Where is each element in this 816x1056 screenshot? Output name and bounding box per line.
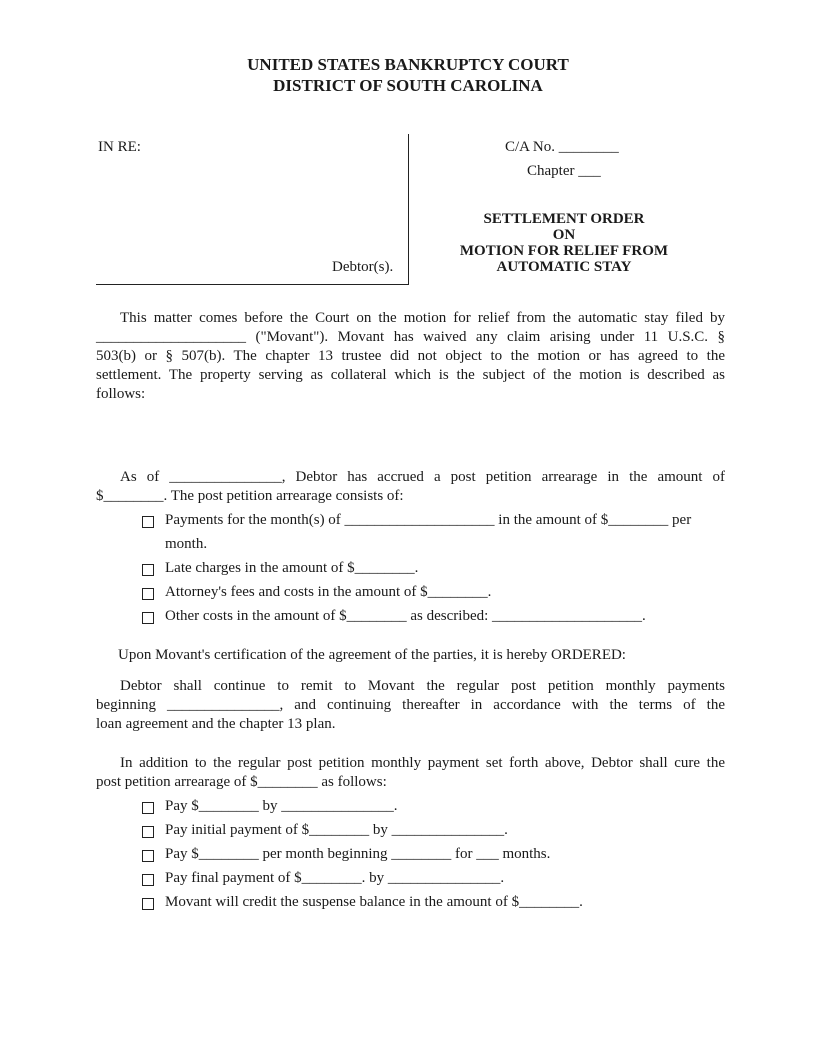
checkbox[interactable] xyxy=(142,564,154,576)
chapter-field: Chapter ___ xyxy=(527,163,601,179)
intro-line: This matter comes before the Court on the motion for relief from the automatic stay filed by xyxy=(120,310,725,326)
cure-line: In addition to the regular post petition monthly payment set forth above, Debtor shall cure the xyxy=(120,755,725,771)
order-title-line1: SETTLEMENT ORDER xyxy=(483,211,645,227)
arrearage-item-text: Attorney's fees and costs in the amount of $________. xyxy=(165,584,492,600)
arrearage-paragraph xyxy=(96,468,725,506)
checkbox[interactable] xyxy=(142,898,154,910)
cure-line: post petition arrearage of $________ as follows: xyxy=(96,774,387,790)
intro-paragraph xyxy=(96,309,725,404)
arrearage-item-text: Late charges in the amount of $________. xyxy=(165,560,419,576)
order-title-line3: MOTION FOR RELIEF FROM xyxy=(459,243,669,259)
regular-line: loan agreement and the chapter 13 plan. xyxy=(96,716,336,732)
cure-item-text: Pay initial payment of $________ by _______________. xyxy=(165,822,508,838)
checkbox[interactable] xyxy=(142,516,154,528)
regular-payments-paragraph xyxy=(96,677,725,734)
checkbox[interactable] xyxy=(142,874,154,886)
intro-line: 503(b) or § 507(b). The chapter 13 trustee did not object to the motion or has agreed to the xyxy=(96,348,725,364)
arrearage-line: $________. The post petition arrearage consists of: xyxy=(96,488,404,504)
checkbox[interactable] xyxy=(142,588,154,600)
arrearage-item-text: Payments for the month(s) of ____________________ in the amount of $________ per xyxy=(165,512,692,528)
arrearage-line: As of _______________, Debtor has accrued a post petition arrearage in the amount of xyxy=(120,469,725,485)
checkbox[interactable] xyxy=(142,612,154,624)
regular-line: beginning _______________, and continuing thereafter in accordance with the terms of the xyxy=(96,697,725,713)
intro-line: ____________________ ("Movant"). Movant has waived any claim arising under 11 U.S.C. § xyxy=(96,329,725,345)
court-name: UNITED STATES BANKRUPTCY COURT xyxy=(247,55,569,74)
order-title-line4: AUTOMATIC STAY xyxy=(496,259,632,275)
debtor-label: Debtor(s). xyxy=(332,259,394,275)
in-re-label: IN RE: xyxy=(98,139,141,155)
arrearage-item-continuation: month. xyxy=(165,536,208,552)
cure-item-text: Pay $________ by _______________. xyxy=(165,798,398,814)
case-number-field: C/A No. ________ xyxy=(505,139,619,155)
cure-paragraph xyxy=(96,754,725,792)
order-title-line2: ON xyxy=(552,227,576,243)
intro-line: follows: xyxy=(96,386,146,402)
arrearage-item-text: Other costs in the amount of $________ as described: ____________________. xyxy=(165,608,646,624)
intro-line: settlement. The property serving as collateral which is the subject of the motion is described as xyxy=(96,367,725,383)
cure-item-text: Pay $________ per month beginning ________ for ___ months. xyxy=(165,846,551,862)
regular-line: Debtor shall continue to remit to Movant the regular post petition monthly payments xyxy=(120,678,725,694)
checkbox[interactable] xyxy=(142,826,154,838)
checkbox[interactable] xyxy=(142,802,154,814)
cure-item-text: Pay final payment of $________. by _______________. xyxy=(165,870,505,886)
checkbox[interactable] xyxy=(142,850,154,862)
cure-item-text: Movant will credit the suspense balance in the amount of $________. xyxy=(165,894,583,910)
ordered-line: Upon Movant's certification of the agreement of the parties, it is hereby ORDERED: xyxy=(118,647,626,663)
court-district: DISTRICT OF SOUTH CAROLINA xyxy=(273,76,543,95)
